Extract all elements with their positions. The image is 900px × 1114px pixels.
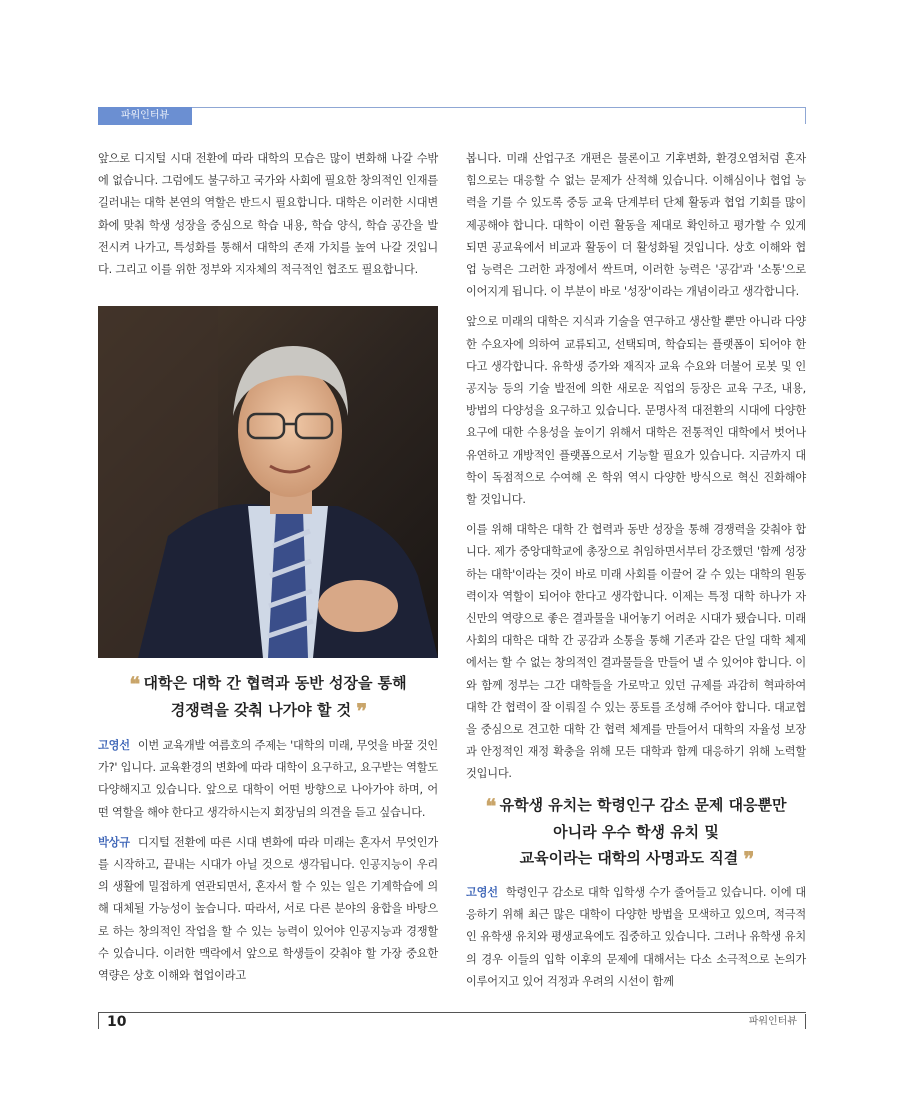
header-bar (98, 107, 806, 124)
pull-quote-line-2: 경쟁력을 갖춰 나가야 할 것 ❜❜ (170, 699, 366, 723)
footer-rule (98, 1012, 806, 1028)
intro-paragraph: 앞으로 디지털 시대 전환에 따라 대학의 모습은 많이 변화해 나갈 수밖에 없습니다. 그럼에도 불구하고 국가와 사회에 필요한 창의적인 인재를 길러내는 대학 본연의 역할은 반드시 필요합니다. 대학은 이러한 시대변화에 맞춰 학생 성장을 중심으로 학습 내용, 학습 양식, 학습 공간을 발전시켜 나가고, 특성화를 통해서 대학의 존재 가치를 높여 나갈 것입니다. 그리고 이를 위한 정부와 지자체의 적극적인 협조도 필요합니다. (98, 152, 438, 277)
answer-1: 박상규 디지털 전환에 따른 시대 변화에 따라 미래는 혼자서 무엇인가를 시작하고, 끝내는 시대가 아닐 것으로 생각됩니다. 인공지능이 우리의 생활에 밀접하게 연관되면서, 혼자서 할 수 있는 일은 기계학습에 의해 대체될 가능성이 높습니다. 따라서, 서로 다른 분야의 융합을 바탕으로 하는 창의적인 작업을 할 수 있는 능력이 있어야 인공지능과 경쟁할 수 있습니다. 이러한 맥락에서 앞으로 학생들이 갖춰야 할 가장 중요한 역량은 상호 이해와 협업이라고 (98, 835, 438, 983)
section-tab: 파워인터뷰 (98, 107, 192, 125)
interviewee-photo (98, 306, 438, 658)
pull-quote-line-1: ❛❛ 대학은 대학 간 협력과 동반 성장을 통해 (129, 672, 407, 696)
pull-quote-line-1: ❛❛ 유학생 유치는 학령인구 감소 문제 대응뿐만 (485, 794, 787, 818)
pull-quote-line-3: 교육이라는 대학의 사명과도 직결 ❜❜ (519, 847, 753, 871)
left-pull-quote (98, 670, 438, 724)
open-quote-icon: ❛❛ (485, 794, 495, 818)
question-1: 고영선 이번 교육개발 여름호의 주제는 '대학의 미래, 무엇을 바꿀 것인가?' 입니다. 교육환경의 변화에 따라 대학이 요구하고, 요구받는 역할도 다양해지고 있습니다. 앞으로 대학이 어떤 방향으로 나아가야 하며, 어떤 역할을 해야 한다고 생각하시는지 회장님의 의견을 듣고 싶습니다. (98, 739, 438, 819)
question-2: 고영선 학령인구 감소로 대학 입학생 수가 줄어들고 있습니다. 이에 대응하기 위해 최근 많은 대학이 다양한 방법을 모색하고 있으며, 적극적인 유학생 유치와 평생교육에도 집중하고 있습니다. 그러나 유학생 유치의 경우 이들의 입학 이후의 문제에 대해서는 다소 소극적으로 논의가 이루어지고 있어 걱정과 우려의 시선이 함께 (466, 886, 806, 988)
right-pull-quote (466, 792, 806, 872)
close-quote-icon: ❜❜ (743, 847, 753, 871)
answer-1-paragraph-2: 앞으로 미래의 대학은 지식과 기술을 연구하고 생산할 뿐만 아니라 다양한 수요자에 의하여 교류되고, 선택되며, 학습되는 플랫폼이 되어야 한다고 생각합니다. 유학생 증가와 재직자 교육 수요와 더불어 로봇 및 인공지능 등의 기술 발전에 의한 새로운 직업의 등장은 교육 구조, 내용, 방법의 다양성을 요구하고 있습니다. 문명사적 대전환의 시대에 다양한 요구에 대한 수용성을 높이기 위해서 대학은 전통적인 대학에서 벗어나 유연하고 개방적인 플랫폼으로서 기능할 필요가 있습니다. 지금까지 대학이 독점적으로 수여해 온 학위 역시 다양한 방식으로 혁신 진화해야 할 것입니다. (466, 315, 806, 507)
page-number: 10 (98, 1013, 126, 1029)
answer-1-continued: 봅니다. 미래 산업구조 개편은 물론이고 기후변화, 환경오염처럼 혼자 힘으로는 대응할 수 없는 문제가 산적해 있습니다. 이해심이나 협업 능력을 기를 수 있도록 중등 교육 단계부터 단체 활동과 협업 기회를 많이 제공해야 합니다. 대학이 이런 활동을 제대로 확인하고 평가할 수 있게 되면 공교육에서 비교과 활동이 더 활성화될 것입니다. 상호 이해와 협업 능력은 그러한 과정에서 싹트며, 이러한 능력은 '공감'과 '소통'으로 이어지게 됩니다. 이 부분이 바로 '성장'이라는 개념이라고 생각합니다. (466, 152, 806, 299)
right-column (466, 148, 806, 794)
open-quote-icon: ❛❛ (129, 672, 139, 696)
portrait-illustration (98, 306, 438, 658)
right-qa (466, 882, 806, 1001)
left-intro (98, 148, 438, 289)
speaker-name: 고영선 (466, 886, 498, 899)
footer-section-label: 파워인터뷰 (749, 1014, 806, 1029)
speaker-name: 박상규 (98, 835, 130, 849)
speaker-name: 고영선 (98, 739, 130, 752)
pull-quote-line-2: 아니라 우수 학생 유치 및 (553, 823, 719, 841)
answer-1-paragraph-3: 이를 위해 대학은 대학 간 협력과 동반 성장을 통해 경쟁력을 갖춰야 합니다. 제가 중앙대학교에 총장으로 취임하면서부터 강조했던 '함께 성장하는 대학'이라는 것이 바로 미래 사회를 이끌어 갈 수 있는 대학의 원동력이자 역할이 되어야 한다고 생각합니다. 이제는 특정 대학 하나가 자신만의 역량으로 좋은 결과물을 내어놓기 어려운 시대가 됐습니다. 미래 사회의 대학은 대학 간 공감과 소통을 통해 기존과 같은 단일 대학 체제에서는 할 수 없는 창의적인 결과물들을 만들어 낼 수 있어야 합니다. 이와 함께 정부는 그간 대학들을 가로막고 있던 규제를 과감히 혁파하여 대학 간 협력이 잘 이뤄질 수 있는 풍토를 조성해 주어야 합니다. 대교협을 중심으로 견고한 대학 간 협력 체계를 만들어서 대학의 자율성 보장과 안정적인 재정 확충을 위해 모든 대학과 함께 대응하기 위해 노력할 것입니다. (466, 523, 806, 781)
close-quote-icon: ❜❜ (356, 699, 366, 723)
left-qa (98, 735, 438, 995)
